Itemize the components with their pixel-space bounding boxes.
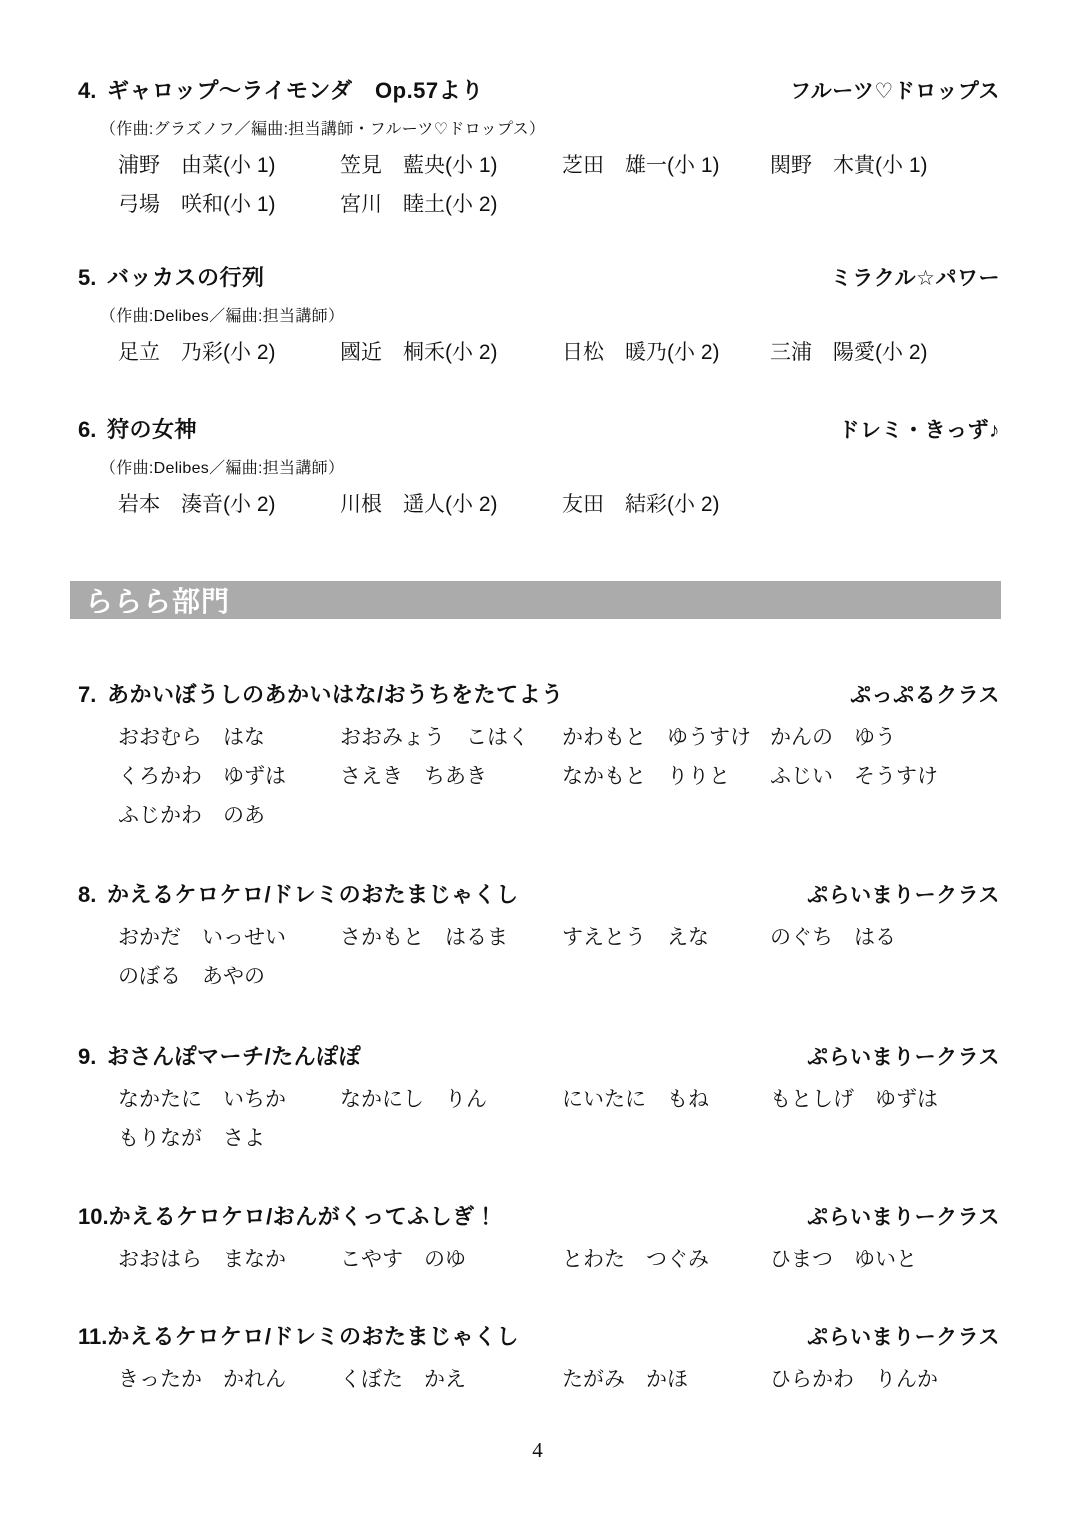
performer-name: たがみ かほ — [562, 1368, 688, 1391]
piece-section-11 — [78, 1324, 1000, 1391]
piece-group-name: ぷらいまりークラス — [807, 1326, 1000, 1349]
performer-row — [118, 1369, 1000, 1391]
piece-header — [78, 1044, 1000, 1071]
performer-row — [118, 1089, 1000, 1111]
piece-group-name: ぷらいまりークラス — [807, 884, 1000, 907]
piece-header — [78, 78, 1000, 105]
piece-header — [78, 265, 1000, 292]
performer-name: おおむら はな — [118, 726, 265, 749]
performer-name: ひらかわ りんか — [770, 1368, 938, 1391]
performer-name: のぼる あやの — [118, 965, 265, 988]
piece-title: かえるケロケロ/ドレミのおたまじゃくし — [107, 1324, 519, 1349]
performer-list — [118, 342, 1000, 364]
performer-name: 日松 暖乃(小 2) — [562, 341, 720, 364]
piece-group-name: ぷらいまりークラス — [807, 1206, 1000, 1229]
piece-header — [78, 882, 1000, 909]
performer-name: くぼた かえ — [340, 1368, 466, 1391]
section-banner — [70, 581, 1001, 619]
section-banner-label: ららら部門 — [85, 586, 231, 617]
performer-name: 弓場 咲和(小 1) — [118, 193, 276, 216]
piece-section-6 — [78, 417, 1000, 516]
performer-row — [118, 1249, 1000, 1271]
piece-header — [78, 682, 1000, 709]
performer-row — [118, 494, 1000, 516]
performer-row — [118, 155, 1000, 177]
piece-section-5 — [78, 265, 1000, 364]
piece-title: かえるケロケロ/おんがくってふしぎ！ — [108, 1204, 498, 1229]
piece-group-name: フルーツ♡ドロップス — [790, 80, 1000, 103]
performer-name: さかもと はるま — [340, 926, 508, 949]
piece-group-name: ぷっぷるクラス — [850, 684, 1000, 707]
performer-name: 三浦 陽愛(小 2) — [770, 341, 928, 364]
performer-row — [118, 727, 1000, 749]
piece-credit: （作曲:グラズノフ／編曲:担当講師・フルーツ♡ドロップス） — [100, 121, 546, 138]
piece-title: 狩の女神 — [107, 417, 198, 442]
piece-header — [78, 1204, 1000, 1231]
performer-list — [118, 727, 1000, 827]
performer-name: 笠見 藍央(小 1) — [340, 154, 498, 177]
performer-name: にいたに もね — [562, 1088, 709, 1111]
piece-credit: （作曲:Delibes／編曲:担当講師） — [100, 460, 345, 477]
performer-row — [118, 342, 1000, 364]
performer-name: かわもと ゆうすけ — [562, 726, 751, 749]
piece-group-name: ミラクル☆パワー — [830, 267, 1000, 290]
piece-title: ギャロップ～ライモンダ Op.57より — [107, 78, 484, 103]
performer-name: 浦野 由菜(小 1) — [118, 154, 276, 177]
piece-number: 5. — [78, 265, 97, 290]
piece-number: 9. — [78, 1044, 97, 1069]
performer-name: くろかわ ゆずは — [118, 765, 286, 788]
performer-name: おかだ いっせい — [118, 926, 286, 949]
piece-section-9 — [78, 1044, 1000, 1150]
piece-number: 11. — [78, 1324, 108, 1349]
piece-section-7 — [78, 682, 1000, 827]
performer-row — [118, 1128, 1000, 1150]
performer-name: もとしげ ゆずは — [770, 1088, 938, 1111]
performer-name: きったか かれん — [118, 1368, 286, 1391]
performer-list — [118, 494, 1000, 516]
performer-name: なかにし りん — [340, 1088, 487, 1111]
performer-list — [118, 1089, 1000, 1150]
piece-title: あかいぼうしのあかいはな/おうちをたてよう — [107, 682, 564, 707]
performer-name: 足立 乃彩(小 2) — [118, 341, 276, 364]
piece-header — [78, 417, 1000, 444]
piece-group-name: ドレミ・きっず♪ — [838, 419, 1000, 442]
piece-group-name: ぷらいまりークラス — [807, 1046, 1000, 1069]
piece-credit: （作曲:Delibes／編曲:担当講師） — [100, 308, 345, 325]
performer-row — [118, 927, 1000, 949]
piece-number: 7. — [78, 682, 97, 707]
performer-name: とわた つぐみ — [562, 1248, 709, 1271]
performer-row — [118, 966, 1000, 988]
page-number: 4 — [532, 1438, 543, 1462]
performer-name: なかもと りりと — [562, 765, 730, 788]
piece-title: バッカスの行列 — [107, 265, 265, 290]
performer-name: ひまつ ゆいと — [770, 1248, 917, 1271]
performer-name: 宮川 睦土(小 2) — [340, 193, 498, 216]
performer-name: 川根 遥人(小 2) — [340, 493, 498, 516]
piece-section-8 — [78, 882, 1000, 988]
performer-name: おおはら まなか — [118, 1248, 286, 1271]
performer-name: もりなが さよ — [118, 1127, 265, 1150]
performer-name: さえき ちあき — [340, 765, 487, 788]
piece-section-4 — [78, 78, 1000, 216]
performer-name: 岩本 湊音(小 2) — [118, 493, 276, 516]
performer-name: ふじかわ のあ — [118, 804, 265, 827]
performer-name: ふじい そうすけ — [770, 765, 938, 788]
performer-name: 芝田 雄一(小 1) — [562, 154, 720, 177]
performer-row — [118, 194, 1000, 216]
performer-name: 関野 木貴(小 1) — [770, 154, 928, 177]
performer-list — [118, 927, 1000, 988]
performer-list — [118, 1249, 1000, 1271]
performer-row — [118, 766, 1000, 788]
performer-name: なかたに いちか — [118, 1088, 286, 1111]
piece-number: 8. — [78, 882, 97, 907]
performer-name: のぐち はる — [770, 926, 896, 949]
piece-number: 6. — [78, 417, 97, 442]
performer-name: かんの ゆう — [770, 726, 896, 749]
performer-name: 國近 桐禾(小 2) — [340, 341, 498, 364]
piece-header — [78, 1324, 1000, 1351]
piece-number: 10. — [78, 1204, 109, 1229]
piece-number: 4. — [78, 78, 97, 103]
performer-list — [118, 155, 1000, 216]
piece-section-10 — [78, 1204, 1000, 1271]
performer-list — [118, 1369, 1000, 1391]
piece-title: かえるケロケロ/ドレミのおたまじゃくし — [107, 882, 519, 907]
performer-name: 友田 結彩(小 2) — [562, 493, 720, 516]
performer-name: すえとう えな — [562, 926, 709, 949]
performer-name: おおみょう こはく — [340, 726, 529, 749]
performer-name: こやす のゆ — [340, 1248, 466, 1271]
performer-row — [118, 805, 1000, 827]
piece-title: おさんぽマーチ/たんぽぽ — [107, 1044, 362, 1069]
